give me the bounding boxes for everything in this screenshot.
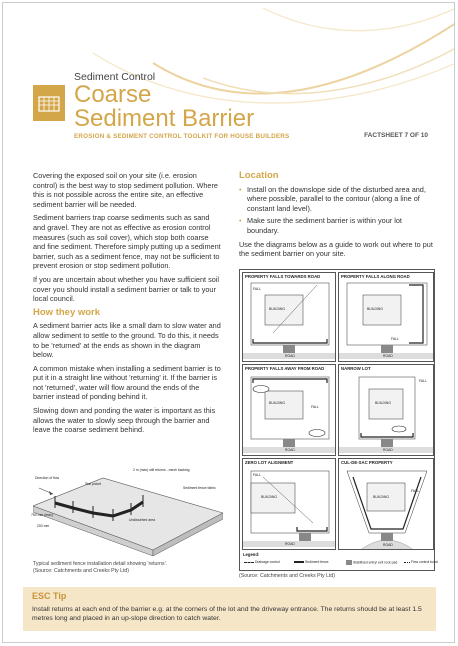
legend-stabilised-entry: [346, 560, 397, 565]
flow-bund-icon: [404, 562, 410, 563]
legend-sediment-fence: [294, 560, 329, 564]
road-label: ROAD: [285, 354, 295, 358]
road-label: ROAD: [285, 448, 295, 452]
illustration-caption: [33, 561, 233, 574]
title-line-2: Sediment Barrier: [74, 105, 255, 132]
label-750mm: 750 mm (max): [31, 513, 53, 517]
caption-line-2: (Source: Catchments and Creeks Pty Ltd): [33, 567, 130, 574]
drainage-control-icon: [244, 562, 254, 563]
fall-label: FALL: [253, 287, 261, 291]
building-label: BUILDING: [367, 307, 384, 311]
building-label: BUILDING: [375, 401, 392, 405]
location-bullet-1: • Install on the downslope side of the disturbed area and, where possible, parallel to the contour (along a line of constant land level).: [239, 185, 435, 214]
fall-label: FALL: [419, 379, 427, 383]
intro-paragraph-1: Covering the exposed soil on your site (i.e. erosion control) is the best way to stop sediment pollution. Where this is not possible across the entire site, an effective sediment barrier will be needed.: [33, 171, 218, 209]
toolkit-label: EROSION & SEDIMENT CONTROL TOOLKIT FOR HOUSE BUILDERS: [74, 133, 290, 140]
diagram-title: ZERO LOT ALIGNMENT: [245, 460, 294, 465]
building-label: BUILDING: [269, 307, 286, 311]
diagram-title: PROPERTY FALLS ALONG ROAD: [341, 274, 410, 279]
section-label: Sediment Control: [74, 71, 156, 83]
fall-label: FALL: [253, 473, 261, 477]
fall-label: FALL: [391, 337, 399, 341]
diagram-falls-towards-road: [242, 272, 336, 362]
how-paragraph-2: A common mistake when installing a sediment barrier is to put it in a straight line without 'returning' it. If the barrier is not 'returned', water will flow around the ends of the barrier instead of ponding behind it.: [33, 363, 221, 402]
diagram-title: PROPERTY FALLS TOWARDS ROAD: [245, 274, 321, 279]
intro-paragraph-3: If you are uncertain about whether you have sufficient soil cover you should install a sediment barrier or talk to your local council.: [33, 274, 220, 304]
label-return: 2 m (max) still returns - mesh backing: [133, 468, 190, 472]
diagram-legend: [242, 552, 438, 570]
fall-label: FALL: [411, 489, 419, 493]
road-label: ROAD: [383, 354, 393, 358]
label-200mm: 200 mm: [37, 524, 50, 528]
legend-title: Legend:: [243, 552, 260, 557]
road-label: ROAD: [285, 542, 295, 546]
how-paragraph-1: A sediment barrier acts like a small dam to slow water and allow sediment to settle to the ground. To do this, it needs to be 'returned' at the ends as shown in the diagram below.: [33, 321, 221, 360]
fall-label: FALL: [311, 405, 319, 409]
diagram-narrow-lot: [338, 364, 434, 456]
how-they-work-heading: How they work: [33, 306, 101, 318]
right-column: [239, 171, 435, 259]
diagram-falls-along-road: [338, 272, 434, 362]
label-direction-of-flow: Direction of flow: [35, 476, 60, 480]
building-label: BUILDING: [373, 495, 390, 499]
esc-tip-box: [23, 587, 436, 631]
building-label: BUILDING: [261, 495, 278, 499]
tip-heading: ESC Tip: [32, 591, 67, 601]
sediment-fence-illustration: [33, 458, 223, 558]
diagram-falls-away-from-road: [242, 364, 336, 456]
location-bullet-2: • Make sure the sediment barrier is within your lot boundary.: [239, 216, 435, 235]
caption-line-1: Typical sediment fence installation detail showing 'returns'.: [33, 561, 168, 567]
factsheet-number: FACTSHEET 7 OF 10: [364, 132, 428, 139]
location-list: [239, 185, 435, 236]
fence-icon: [33, 85, 65, 121]
intro-paragraph-2: Sediment barriers trap coarse sediments such as sand and gravel. They are not as effective as erosion control measures (such as soil cover), which stop both coarse and fine sediment. Therefore simply putting up a sediment barrier, such as a sediment fence, may not be sufficient to prevent erosion or stop sediment pollution.: [33, 213, 221, 271]
legend-drainage-control: [244, 560, 280, 564]
diagram-cul-de-sac: [338, 458, 434, 550]
label-star-picket: Star picket: [85, 482, 102, 486]
legend-drainage-label: Drainage control: [254, 560, 280, 564]
tip-text: Install returns at each end of the barrier e.g. at the corners of the lot and the driveway entrance. The returns should be at least 1.5 metres long and placed in an up-slope direction to catch water.: [32, 606, 422, 622]
page-title: [74, 83, 254, 131]
legend-stabilised-label: Stabilised entry/ exit rock pad: [352, 560, 398, 565]
diagram-title: PROPERTY FALLS AWAY FROM ROAD: [245, 366, 325, 371]
how-paragraph-3: Slowing down and ponding the water is important as this allows the water to slowly seep through the barrier and leave the coarse sediment behind.: [33, 406, 216, 435]
legend-sediment-label: Sediment fence: [304, 560, 329, 564]
sediment-fence-icon: [294, 561, 304, 563]
legend-flow-control: [404, 560, 438, 564]
diagram-title: CUL-DE-SAC PROPERTY: [341, 460, 393, 465]
factsheet-page: [2, 2, 455, 643]
label-undisturbed: Undisturbed area: [129, 518, 156, 522]
diagram-source: (Source: Catchments and Creeks Pty Ltd): [239, 573, 336, 579]
road-label: ROAD: [383, 448, 393, 452]
left-column: [33, 171, 221, 439]
diagram-zero-lot-alignment: [242, 458, 336, 550]
building-label: BUILDING: [269, 401, 286, 405]
title-line-1: Coarse: [74, 81, 152, 108]
site-diagrams: [239, 269, 438, 571]
label-fabric: Sediment fence fabric: [183, 486, 216, 490]
legend-flow-label: Flow control bund: [410, 560, 438, 564]
rock-pad-icon: [346, 560, 352, 565]
location-paragraph: Use the diagrams below as a guide to work out where to put the sediment barrier on your site.: [239, 239, 433, 259]
road-label: ROAD: [383, 543, 393, 547]
diagram-title: NARROW LOT: [341, 366, 371, 371]
location-heading: Location: [239, 170, 279, 181]
